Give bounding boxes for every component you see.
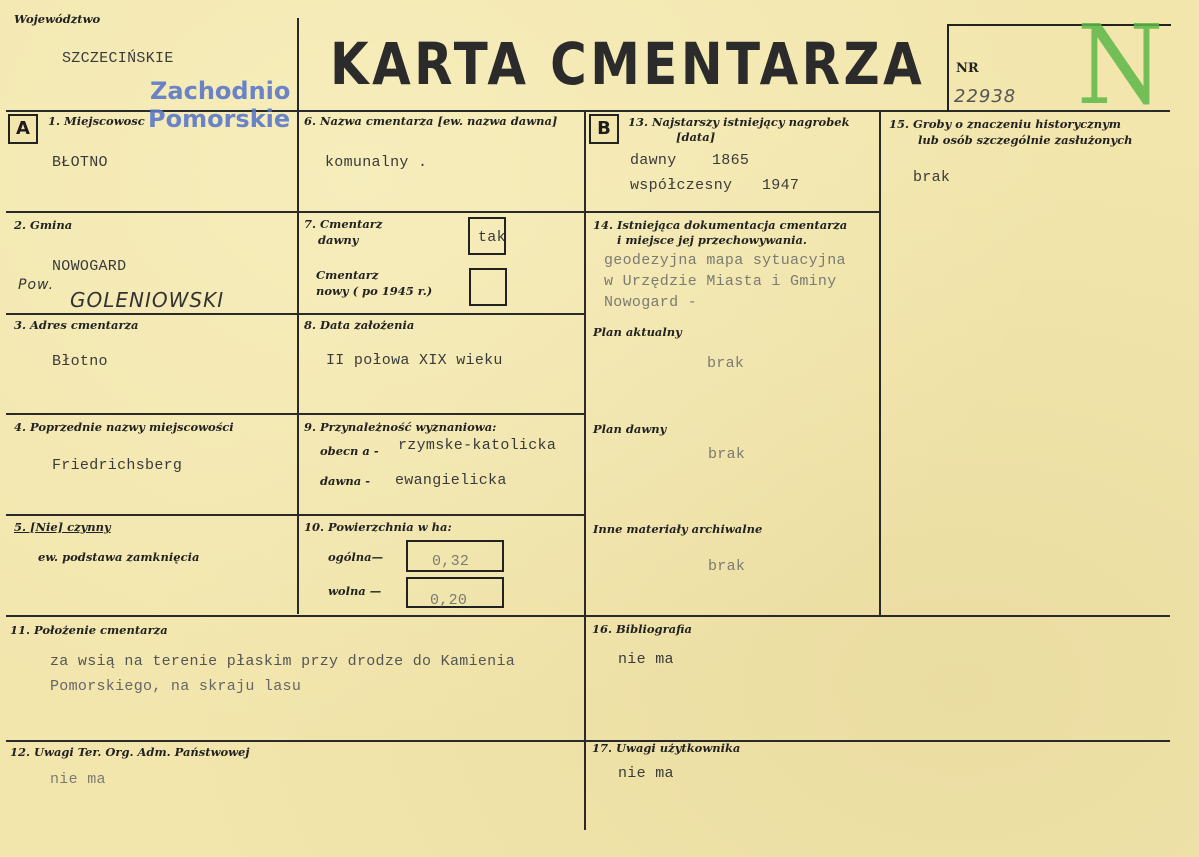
category-mark: N <box>1076 1 1164 129</box>
old-cemetery-value: tak <box>478 229 506 246</box>
field-9-former-label: dawna - <box>320 474 370 488</box>
field-2-value: NOWOGARD <box>52 258 127 275</box>
field-14-sublabel: i miejsce jej przechowywania. <box>617 233 807 247</box>
stamp-line2: Pomorskie <box>148 105 291 133</box>
rule-row1 <box>6 211 880 213</box>
field-5-sublabel: ew. podstawa zamknięcia <box>38 550 200 564</box>
field-1-label: 1. Miejscowosc <box>48 114 145 128</box>
section-b-box: B <box>589 114 619 144</box>
field-2-label: 2. Gmina <box>14 218 73 232</box>
rule-col3 <box>879 110 881 616</box>
field-6-value: komunalny . <box>325 154 428 171</box>
field-13-modern-value: 1947 <box>762 177 800 194</box>
plan-current-value: brak <box>707 355 745 372</box>
nr-label: NR <box>956 61 979 76</box>
field-4-label: 4. Poprzednie nazwy miejscowości <box>14 420 234 434</box>
field-10-free-value: 0,20 <box>430 592 468 609</box>
field-13-old-label: dawny <box>630 152 677 169</box>
field-11-label: 11. Położenie cmentarza <box>10 623 168 637</box>
field-15-value: brak <box>913 169 951 186</box>
section-a-box: A <box>8 114 38 144</box>
field-13-old-value: 1865 <box>712 152 750 169</box>
field-9-former-value: ewangielicka <box>395 472 507 489</box>
field-17-label: 17. Uwagi użytkownika <box>592 741 741 755</box>
field-7-new-label: Cmentarz <box>316 268 379 282</box>
field-13-modern-label: współczesny <box>630 177 733 194</box>
field-13-sublabel: [data] <box>676 130 716 144</box>
field-4-value: Friedrichsberg <box>52 457 183 474</box>
field-11-line2: Pomorskiego, na skraju lasu <box>50 678 302 695</box>
field-7-label: 7. Cmentarz <box>304 217 383 231</box>
field-10-total-label: ogólna— <box>328 550 384 564</box>
voivodeship-value: SZCZECIŃSKIE <box>62 50 174 67</box>
archives-label: Inne materiały archiwalne <box>593 522 763 536</box>
field-10-total-value: 0,32 <box>432 553 470 570</box>
field-15-label: 15. Groby o znaczeniu historycznym <box>889 117 1121 131</box>
field-17-value: nie ma <box>618 765 674 782</box>
field-7-label-dawny: dawny <box>318 233 359 247</box>
field-11-line1: za wsią na terenie płaskim przy drodze do Kamienia <box>50 653 516 670</box>
field-15-sublabel: lub osób szczególnie zasłużonych <box>918 133 1133 147</box>
field-14-line2: w Urzędzie Miasta i Gminy <box>604 273 837 290</box>
rule-col1 <box>297 18 299 614</box>
rule-row4 <box>6 514 586 516</box>
field-16-label: 16. Bibliografia <box>592 622 692 636</box>
field-5-label: 5. [Nie] czynny <box>14 520 111 534</box>
rule-row3 <box>6 413 586 415</box>
field-1-value: BŁOTNO <box>52 154 108 171</box>
page-title: KARTA CMENTARZA <box>330 30 926 98</box>
field-9-label: 9. Przynależność wyznaniowa: <box>304 420 497 434</box>
field-10-free-label: wolna — <box>328 584 382 598</box>
field-3-value: Błotno <box>52 353 108 370</box>
rule-row2-right <box>297 313 585 315</box>
field-8-label: 8. Data założenia <box>304 318 415 332</box>
field-6-label: 6. Nazwa cmentarza [ew. nazwa dawna] <box>304 114 558 128</box>
field-16-value: nie ma <box>618 651 674 668</box>
field-9-current-value: rzymske-katolicka <box>398 437 557 454</box>
field-9-current-label: obecn a - <box>320 444 379 458</box>
field-2-pow-value: GOLENIOWSKI <box>70 288 225 312</box>
rule-row5 <box>6 615 1170 617</box>
new-cemetery-box <box>469 268 507 306</box>
archives-value: brak <box>708 558 746 575</box>
field-14-line1: geodezyjna mapa sytuacyjna <box>604 252 846 269</box>
plan-old-label: Plan dawny <box>593 422 667 436</box>
field-7-new-sublabel: nowy ( po 1945 r.) <box>316 284 433 298</box>
field-10-label: 10. Powierzchnia w ha: <box>304 520 452 534</box>
field-3-label: 3. Adres cmentarza <box>14 318 139 332</box>
field-12-label: 12. Uwagi Ter. Org. Adm. Państwowej <box>10 745 250 759</box>
nr-value: 22938 <box>954 86 1017 107</box>
field-2-pow-label: Pow. <box>18 277 55 293</box>
plan-old-value: brak <box>708 446 746 463</box>
field-8-value: II połowa XIX wieku <box>326 352 503 369</box>
stamp-line1: Zachodnio <box>150 77 291 105</box>
plan-current-label: Plan aktualny <box>593 325 682 339</box>
field-14-line3: Nowogard - <box>604 294 698 311</box>
voivodeship-label: Województwo <box>14 12 101 26</box>
field-13-label: 13. Najstarszy istniejący nagrobek <box>628 115 850 129</box>
rule-col2 <box>584 110 586 830</box>
rule-row6 <box>6 740 1170 742</box>
field-12-value: nie ma <box>50 771 106 788</box>
pow-underline <box>40 313 298 314</box>
field-14-label: 14. Istniejąca dokumentacja cmentarza <box>593 218 848 232</box>
